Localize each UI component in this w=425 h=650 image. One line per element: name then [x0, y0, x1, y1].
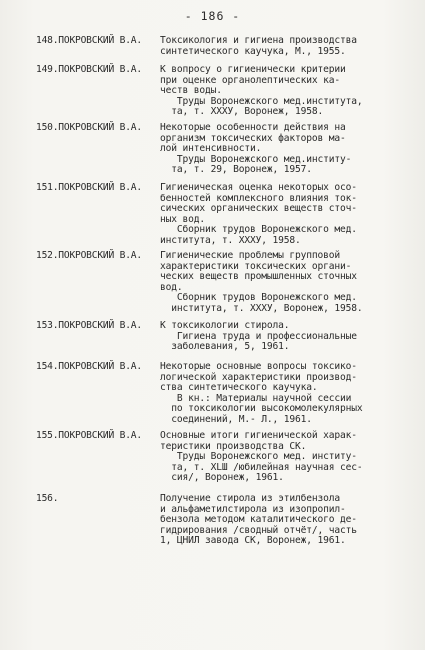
page-number: - 186 - — [184, 9, 241, 23]
entry-line: синтетического каучука, М., 1955. — [160, 45, 346, 57]
entry-line: Токсикология и гигиена производства — [160, 35, 357, 46]
entry-line: К вопросу о гигиенически критерии — [160, 64, 346, 75]
entry-line: института, т. XXXУ, 1958. — [160, 234, 301, 246]
entry-line: логической характеристики производ- — [160, 371, 357, 383]
entry-line: Труды Воронежского мед.института, — [160, 95, 363, 107]
entry-line: та, т. XXXУ, Воронеж, 1958. — [160, 106, 324, 117]
entry-line: теристики производства СК. — [160, 440, 307, 452]
entry-line: бенностей комплексного влияния ток- — [160, 192, 357, 204]
entry-line: соединений, М.- Л., 1961. — [160, 413, 312, 425]
entry-line: 1, ЦНИЛ завода СК, Воронеж, 1961. — [160, 535, 346, 546]
entry-line: Получение стирола из этилбензола — [160, 493, 341, 504]
entry-line: характеристики токсических органи- — [160, 260, 352, 272]
entry-line: Труды Воронежского мед.институ- — [160, 153, 352, 165]
entry-author: 149.ПОКРОВСКИЙ В.А. — [36, 64, 142, 75]
entry-line: Гигиеническая оценка некоторых осо- — [160, 182, 357, 193]
entry-body — [160, 362, 400, 425]
entry-body — [160, 431, 400, 484]
entry-body — [160, 65, 400, 118]
entry-line: Труды Воронежского мед. институ- — [160, 451, 357, 462]
entry-line: лой интенсивности. — [160, 143, 262, 154]
entry-line: института, т. XXXУ, Воронеж, 1958. — [160, 302, 363, 314]
entry-line: сия/, Воронеж, 1961. — [160, 472, 284, 483]
entry-line: Гигиенические проблемы групповой — [160, 250, 341, 261]
entry-line: В кн.: Материалы научной сессии — [160, 392, 352, 404]
entry-line: Сборник трудов Воронежского мед. — [160, 224, 357, 235]
entry-line: и альфаметилстирола из изопропил- — [160, 503, 346, 515]
entry-author: 154.ПОКРОВСКИЙ В.А. — [36, 361, 142, 372]
entry-author: 156. — [36, 493, 59, 504]
entry-author: 148.ПОКРОВСКИЙ В.А. — [36, 35, 142, 46]
entry-line: Некоторые особенности действия на — [160, 122, 346, 133]
entry-line: бензола методом каталитического де- — [160, 514, 357, 525]
entry-line: К токсикологии стирола. — [160, 320, 290, 331]
entry-line: заболевания, 5, 1961. — [160, 341, 290, 352]
entry-body — [160, 123, 400, 176]
entry-line: честв воды. — [160, 85, 222, 96]
entry-line: Сборник трудов Воронежского мед. — [160, 292, 357, 303]
entry-line: гидрирования /сводный отчёт/, часть — [160, 524, 357, 536]
entry-line: ства синтетического каучука. — [160, 382, 318, 393]
entry-line: организм токсических факторов ма- — [160, 132, 346, 144]
entry-body — [160, 36, 400, 57]
entry-line: Некоторые основные вопросы токсико- — [160, 361, 357, 372]
entry-line: та, т. XLШ /юбилейная научная сес- — [160, 461, 363, 473]
entry-body — [160, 251, 400, 314]
entry-author: 151.ПОКРОВСКИЙ В.А. — [36, 182, 142, 193]
entry-line: ческих веществ промышленных сточных — [160, 271, 357, 282]
entry-line: при оценке органолептических ка- — [160, 74, 341, 86]
entry-line: та, т. 29, Воронеж, 1957. — [160, 164, 312, 175]
entry-line: сических органических веществ сточ- — [160, 203, 357, 214]
entry-body — [160, 183, 400, 246]
entry-body — [160, 321, 400, 353]
entry-body — [160, 494, 400, 547]
entry-line: вод. — [160, 281, 183, 293]
entry-author: 150.ПОКРОВСКИЙ В.А. — [36, 122, 142, 133]
entry-line: ных вод. — [160, 213, 206, 225]
entry-line: Гигиена труда и профессиональные — [160, 330, 357, 342]
entry-author: 155.ПОКРОВСКИЙ В.А. — [36, 430, 142, 441]
entry-line: Основные итоги гигиенической харак- — [160, 430, 357, 441]
entry-author: 153.ПОКРОВСКИЙ В.А. — [36, 320, 142, 331]
entry-author: 152.ПОКРОВСКИЙ В.А. — [36, 250, 142, 261]
entry-line: по токсикологии высокомолекулярных — [160, 403, 363, 414]
